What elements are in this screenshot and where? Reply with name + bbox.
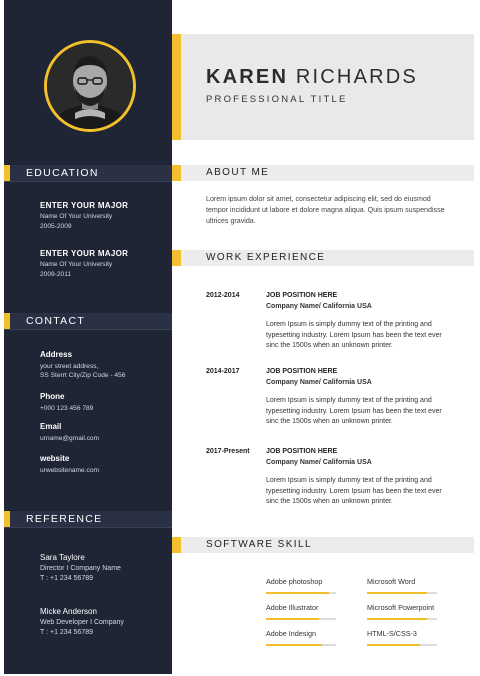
skills-heading (172, 537, 474, 553)
reference-role: Web Developer I Company (40, 619, 124, 626)
skill-level-bar (266, 592, 329, 594)
portrait-illustration (47, 43, 133, 129)
about-heading (172, 165, 474, 181)
skill-track (266, 644, 336, 646)
job-company: Company Name/ California USA (266, 379, 372, 386)
skill-name: Microsoft Powerpoint (367, 603, 435, 612)
divider (4, 181, 172, 182)
job-company: Company Name/ California USA (266, 303, 372, 310)
email-label: Email (40, 422, 62, 431)
address-label: Address (40, 350, 73, 359)
education-title: EDUCATION (26, 167, 99, 179)
contact-heading (4, 313, 172, 329)
reference-phone: T : +1 234 56789 (40, 629, 93, 636)
heading-accent (4, 313, 10, 329)
skill-item (266, 629, 338, 646)
about-title: ABOUT ME (206, 167, 270, 178)
job-years: 2012-2014 (206, 292, 240, 299)
reference-name: Sara Taylore (40, 553, 85, 562)
address-line: your street address, (40, 363, 99, 370)
work-title: WORK EXPERIENCE (206, 252, 326, 263)
work-heading (172, 250, 474, 266)
contact-address (40, 350, 170, 380)
skill-name: Adobe Illustrator (266, 603, 319, 612)
skill-name: Adobe photoshop (266, 577, 323, 586)
skill-name: HTML-S/CSS-3 (367, 629, 417, 638)
education-years: 2005-2009 (40, 223, 72, 230)
skill-track (367, 618, 437, 620)
reference-role: Director I Company Name (40, 565, 121, 572)
job-position: JOB POSITION HERE (266, 448, 338, 455)
job-description: Lorem Ipsum is simply dummy text of the printing and typesetting industry. Lorem Ipsum has been the text ever sinc the 1500s when an unknown printer. (266, 397, 442, 425)
job-years: 2017-Present (206, 448, 250, 455)
full-name (206, 66, 418, 89)
reference-entry (40, 607, 172, 636)
last-name: RICHARDS (295, 66, 418, 88)
website-value: urwebsitename.com (40, 467, 100, 474)
contact-title: CONTACT (26, 315, 86, 327)
sidebar (4, 0, 172, 674)
university: Name Of Your University (40, 213, 113, 220)
skill-level-bar (367, 592, 427, 594)
skill-level-bar (266, 644, 322, 646)
job-description: Lorem Ipsum is simply dummy text of the printing and typesetting industry. Lorem Ipsum has been the text ever sinc the 1500s when an unknown printer. (266, 477, 442, 505)
skill-name: Microsoft Word (367, 577, 416, 586)
skill-item (367, 603, 439, 620)
contact-phone (40, 392, 170, 413)
heading-accent (172, 250, 181, 266)
job-company: Company Name/ California USA (266, 459, 372, 466)
skill-track (266, 618, 336, 620)
skills-title: SOFTWARE SKILL (206, 539, 312, 550)
contact-website (40, 454, 170, 475)
header-accent (172, 34, 181, 140)
job-position: JOB POSITION HERE (266, 368, 338, 375)
reference-name: Micke Anderson (40, 607, 97, 616)
degree: ENTER YOUR MAJOR (40, 201, 129, 210)
skill-item (266, 577, 338, 594)
heading-accent (4, 511, 10, 527)
address-line: SS Sterrt City/Zip Code - 456 (40, 372, 126, 380)
university: Name Of Your University (40, 261, 113, 268)
skill-track (367, 644, 437, 646)
skill-item (367, 577, 439, 594)
reference-title: REFERENCE (26, 513, 103, 525)
divider (4, 527, 172, 528)
divider (4, 329, 172, 330)
skill-track (266, 592, 336, 594)
heading-accent (172, 165, 181, 181)
about-text: Lorem ipsum dolor sit amet, consectetur adipiscing elit, sed do eiusmod tempor incididunt ut labore et dolore magna aliqua. Quis ipsum suspendisse ultrices gravida. (206, 195, 445, 225)
address-value (40, 362, 170, 380)
education-entry (40, 249, 170, 278)
skill-track (367, 592, 437, 594)
contact-email (40, 422, 170, 443)
education-entry (40, 201, 170, 230)
skill-name: Adobe Indesign (266, 629, 316, 638)
profile-photo (44, 40, 136, 132)
skill-level-bar (367, 644, 420, 646)
phone-label: Phone (40, 392, 65, 401)
phone-value: +000 123 456 789 (40, 405, 94, 412)
education-years: 2009-2011 (40, 271, 72, 278)
skill-item (266, 603, 338, 620)
skill-level-bar (266, 618, 319, 620)
job-position: JOB POSITION HERE (266, 292, 338, 299)
skill-item (367, 629, 439, 646)
professional-title: PROFESSIONAL TITLE (206, 94, 348, 105)
email-value: urname@gmail.com (40, 435, 100, 442)
degree: ENTER YOUR MAJOR (40, 249, 129, 258)
heading-accent (4, 165, 10, 181)
skill-level-bar (367, 618, 427, 620)
reference-heading (4, 511, 172, 527)
first-name: KAREN (206, 66, 289, 88)
job-description: Lorem Ipsum is simply dummy text of the printing and typesetting industry. Lorem Ipsum has been the text ever sinc the 1500s when an unknown printer. (266, 321, 442, 349)
website-label: website (40, 454, 70, 463)
reference-phone: T : +1 234 56789 (40, 575, 93, 582)
education-heading (4, 165, 172, 181)
heading-accent (172, 537, 181, 553)
reference-entry (40, 553, 172, 582)
job-years: 2014-2017 (206, 368, 240, 375)
